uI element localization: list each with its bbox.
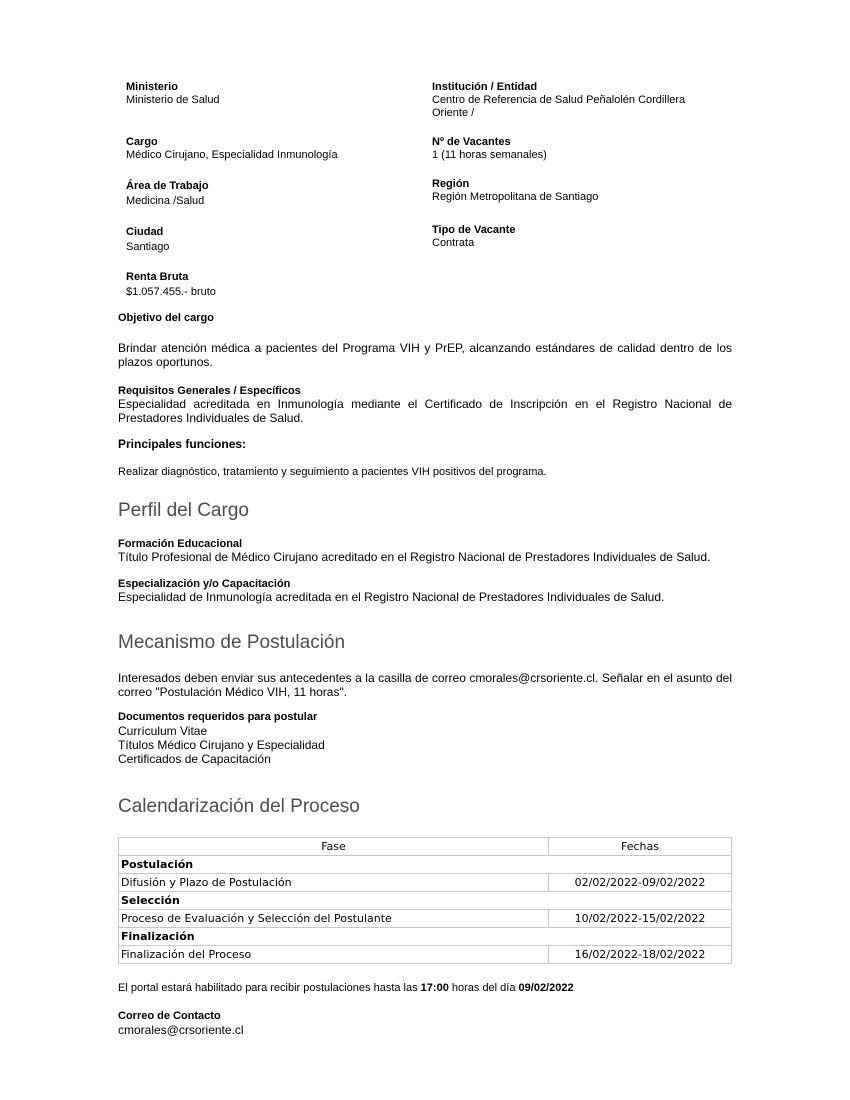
group-postulacion: Postulación: [119, 856, 732, 874]
group-seleccion: Selección: [119, 892, 732, 910]
row-date: 10/02/2022-15/02/2022: [549, 910, 732, 928]
ciudad-block: [126, 226, 416, 254]
area-block: [126, 180, 416, 208]
table-group-row: [119, 928, 732, 946]
renta-block: [126, 271, 416, 299]
portal-text-middle: horas del día: [448, 982, 519, 994]
doc-item: Certificados de Capacitación: [118, 752, 271, 766]
renta-value: $1.057.455.- bruto: [126, 286, 216, 298]
tipo-value: Contrata: [432, 237, 475, 249]
table-row: [119, 874, 732, 892]
mecanismo-title: Mecanismo de Postulación: [118, 632, 346, 653]
portal-note: [118, 982, 732, 995]
header-fechas: Fechas: [549, 838, 732, 856]
region-value: Región Metropolitana de Santiago: [432, 191, 599, 203]
portal-hour: 17:00: [420, 982, 449, 994]
contacto-email[interactable]: cmorales@crsoriente.cl: [118, 1023, 244, 1037]
vacantes-block: [432, 136, 722, 162]
vacantes-label: Nº de Vacantes: [432, 136, 511, 148]
renta-label: Renta Bruta: [126, 271, 189, 283]
group-finalizacion: Finalización: [119, 928, 732, 946]
doc-item: Currículum Vitae: [118, 724, 208, 738]
formacion-text: Título Profesional de Médico Cirujano acreditado en el Registro Nacional de Prestadores Individuales de Salud.: [118, 550, 711, 564]
row-label: Finalización del Proceso: [119, 946, 549, 964]
especializacion-heading: Especialización y/o Capacitación: [118, 578, 291, 590]
tipo-label: Tipo de Vacante: [432, 224, 516, 236]
institucion-label: Institución / Entidad: [432, 81, 538, 93]
table-group-row: [119, 892, 732, 910]
table-group-row: [119, 856, 732, 874]
region-label: Región: [432, 178, 470, 190]
table-header-row: [119, 838, 732, 856]
especializacion-text: Especialidad de Inmunología acreditada en el Registro Nacional de Prestadores Individuales de Salud.: [118, 590, 665, 604]
requisitos-text: Especialidad acreditada en Inmunología mediante el Certificado de Inscripción en el Registro Nacional de Prestadores Individuales de Salud.: [118, 397, 732, 425]
portal-text-before: El portal estará habilitado para recibir postulaciones hasta las: [118, 982, 421, 994]
cargo-block: [126, 136, 416, 162]
ministerio-label: Ministerio: [126, 81, 178, 93]
mecanismo-text: Interesados deben enviar sus antecedentes a la casilla de correo cmorales@crsoriente.cl. Señalar en el asunto del correo "Postulación Médico VIH, 11 horas".: [118, 671, 732, 699]
area-value: Medicina /Salud: [126, 195, 205, 207]
area-label: Área de Trabajo: [126, 180, 209, 192]
objetivo-text: Brindar atención médica a pacientes del Programa VIH y PrEP, alcanzando estándares de calidad dentro de los plazos oportunos.: [118, 341, 732, 369]
ministerio-block: [126, 81, 406, 107]
objetivo-heading: Objetivo del cargo: [118, 312, 214, 324]
doc-item: Títulos Médico Cirujano y Especialidad: [118, 738, 325, 752]
row-label: Proceso de Evaluación y Selección del Postulante: [119, 910, 549, 928]
calendario-table-wrap: [118, 837, 732, 964]
calendario-title: Calendarización del Proceso: [118, 796, 360, 817]
portal-date: 09/02/2022: [518, 982, 574, 994]
institucion-value: Centro de Referencia de Salud Peñalolén Cordillera Oriente /: [432, 94, 686, 119]
cargo-label: Cargo: [126, 136, 158, 148]
cargo-value: Médico Cirujano, Especialidad Inmunología: [126, 149, 338, 161]
row-date: 02/02/2022-09/02/2022: [549, 874, 732, 892]
table-row: [119, 946, 732, 964]
formacion-heading: Formación Educacional: [118, 538, 243, 550]
contacto-heading: Correo de Contacto: [118, 1010, 221, 1022]
calendario-table: [118, 837, 732, 964]
row-label: Difusión y Plazo de Postulación: [119, 874, 549, 892]
funciones-heading: Principales funciones:: [118, 437, 247, 451]
region-block: [432, 178, 722, 204]
requisitos-heading: Requisitos Generales / Específicos: [118, 385, 301, 397]
table-row: [119, 910, 732, 928]
ministerio-value: Ministerio de Salud: [126, 94, 220, 106]
vacantes-value: 1 (11 horas semanales): [432, 149, 547, 161]
docs-heading: Documentos requeridos para postular: [118, 711, 318, 723]
ciudad-value: Santiago: [126, 241, 170, 253]
funciones-text: Realizar diagnóstico, tratamiento y seguimiento a pacientes VIH positivos del programa.: [118, 466, 547, 478]
tipo-block: [432, 224, 722, 250]
institucion-block: [432, 81, 722, 120]
row-date: 16/02/2022-18/02/2022: [549, 946, 732, 964]
header-fase: Fase: [119, 838, 549, 856]
docs-list: [118, 724, 325, 766]
perfil-title: Perfil del Cargo: [118, 500, 249, 521]
ciudad-label: Ciudad: [126, 226, 164, 238]
